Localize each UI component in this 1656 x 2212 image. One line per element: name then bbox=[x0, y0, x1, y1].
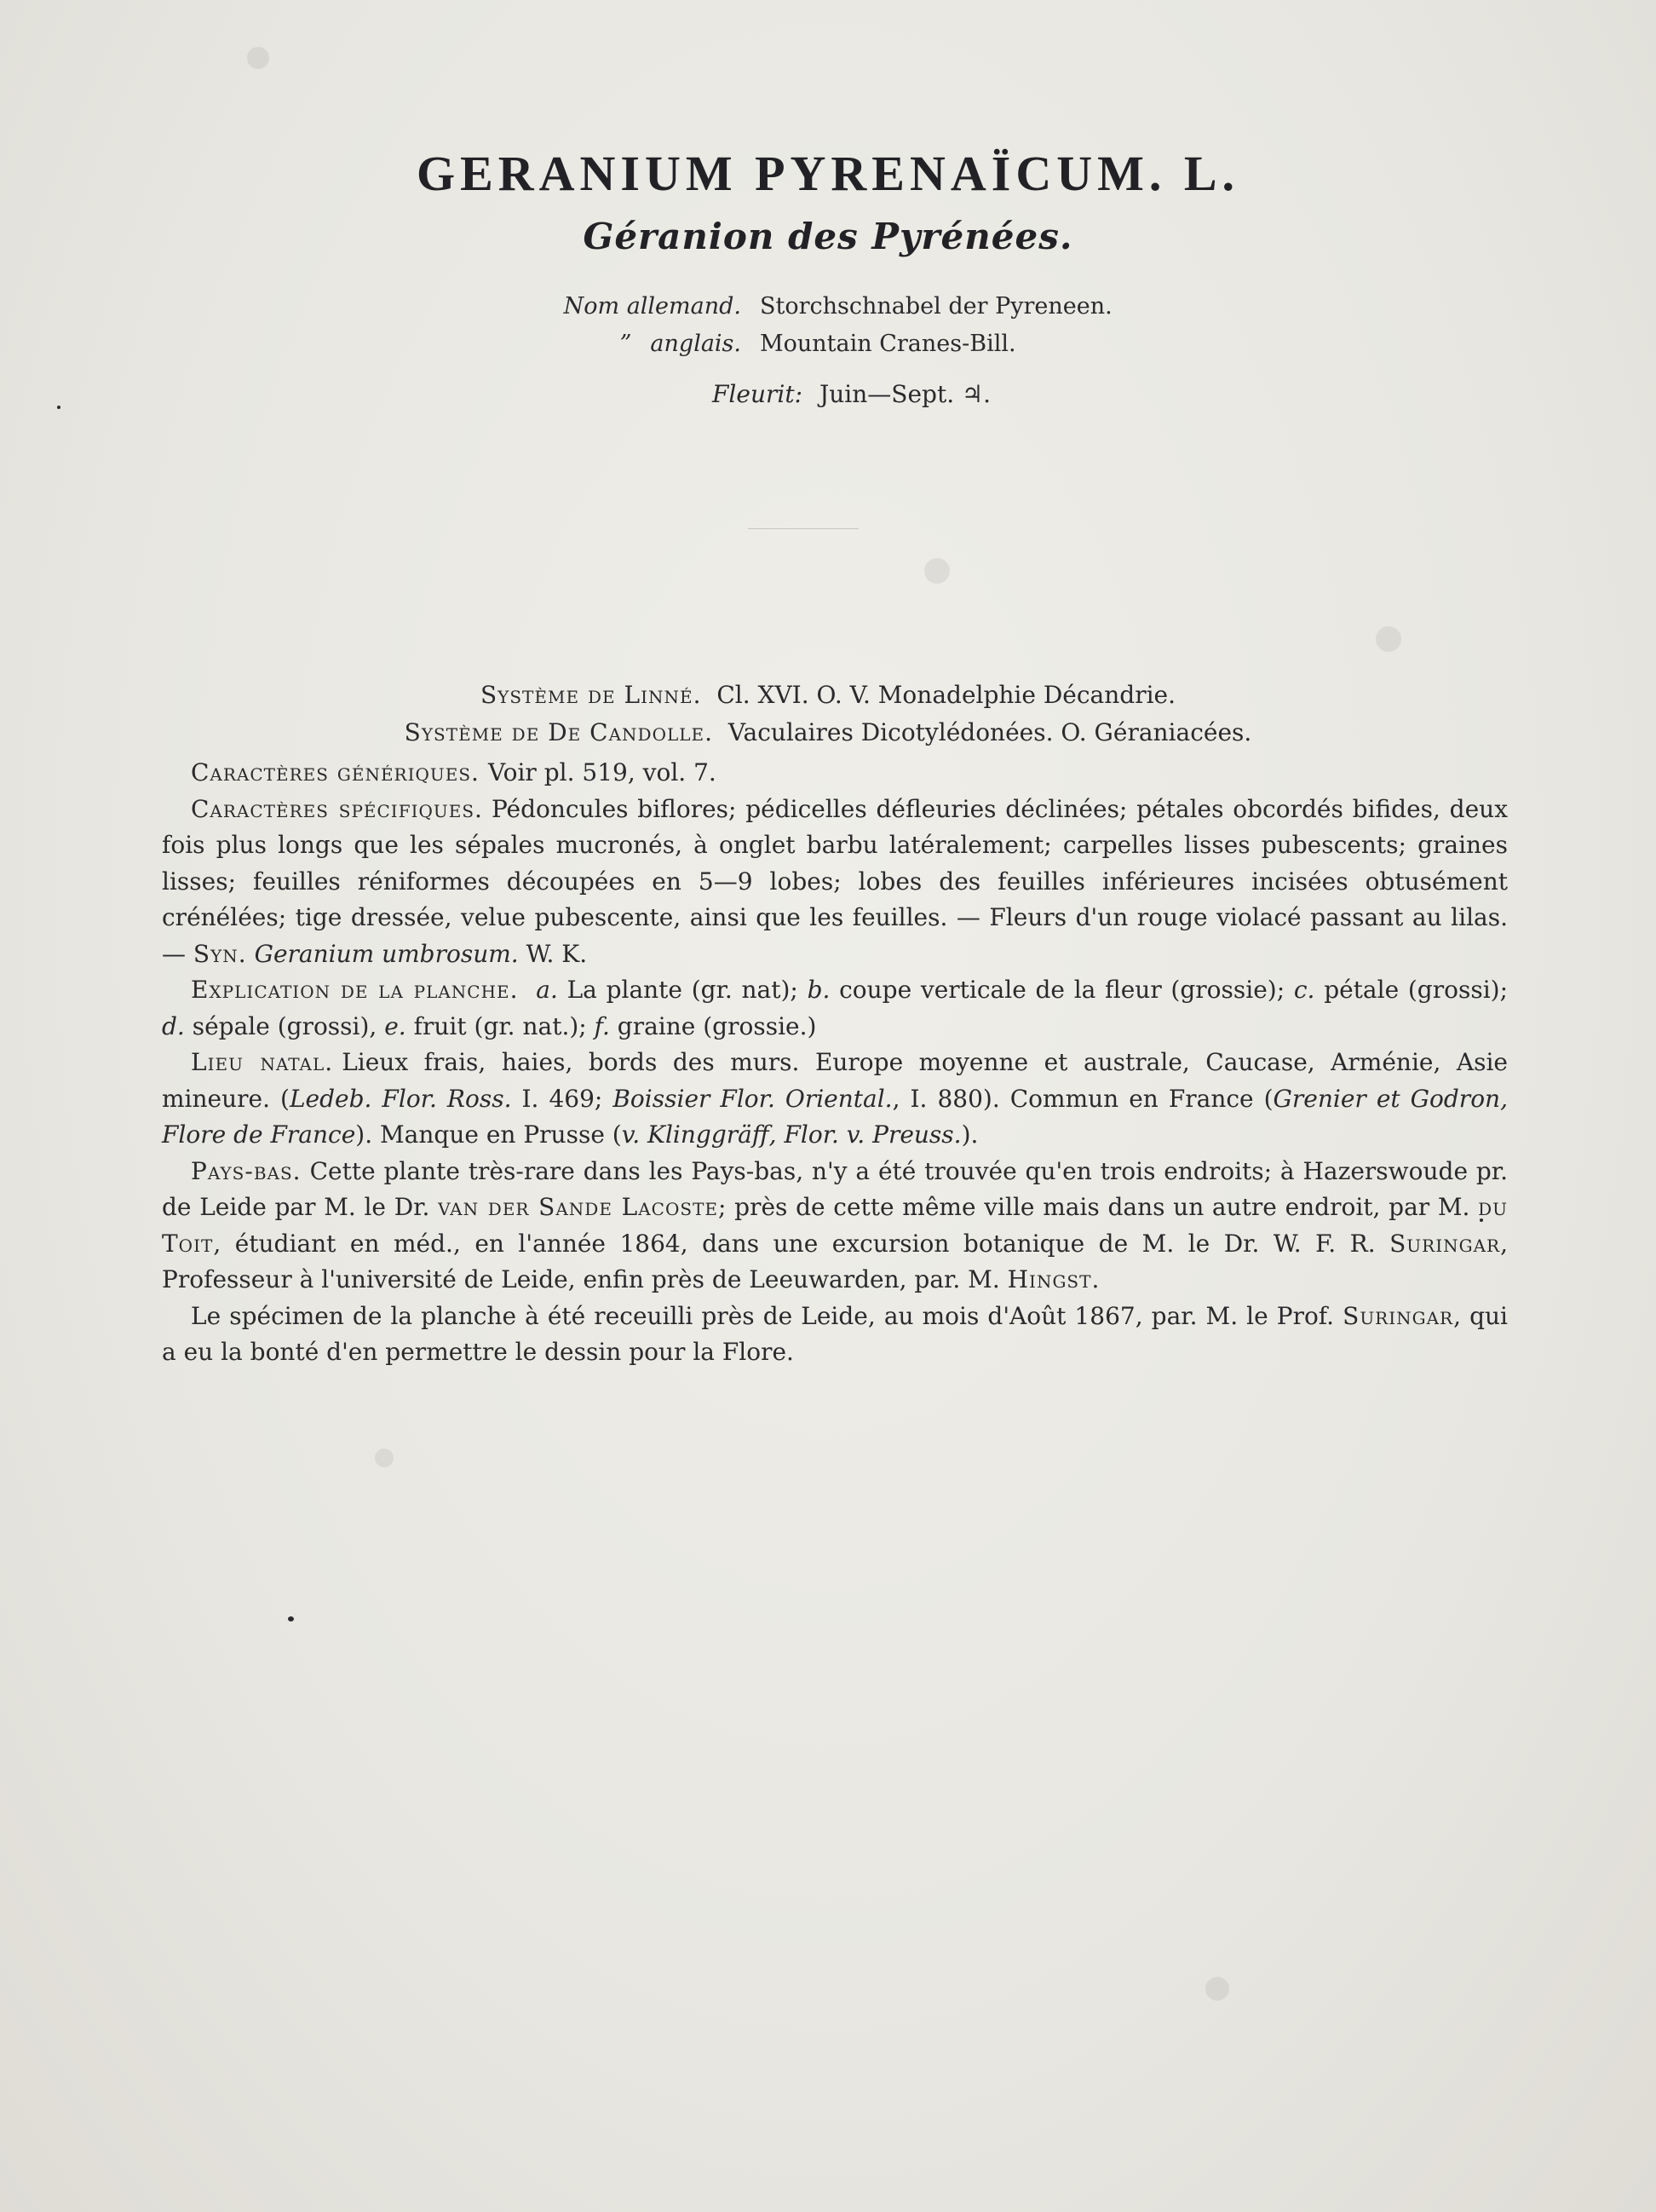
page-title: GERANIUM PYRENAÏCUM. L. bbox=[416, 146, 1240, 201]
paper-speck bbox=[1205, 1977, 1229, 2001]
specimen-text-1: Le spécimen de la planche à été receuilli près de Leide, au mois d'Août 1867, par. M. le Prof. bbox=[191, 1301, 1335, 1330]
candolle-system bbox=[0, 714, 1656, 752]
specific-label: Caractères spécifiques. bbox=[191, 794, 483, 823]
plate-text-a: La plante (gr. nat); bbox=[566, 976, 798, 1004]
netherlands-label: Pays-bas. bbox=[191, 1156, 302, 1185]
ditto-mark: ” bbox=[619, 331, 632, 357]
netherlands-name-2: du Toit bbox=[162, 1193, 1509, 1258]
plate-key-d: d. bbox=[162, 1011, 185, 1040]
specimen-text-2: , qui a eu la bonté d'en permettre le dessin pour la Flore. bbox=[162, 1301, 1508, 1366]
german-name-value: Storchschnabel der Pyreneen. bbox=[760, 293, 1113, 320]
german-name-label: Nom allemand. bbox=[563, 293, 741, 320]
candolle-value: Vaculaires Dicotylédonées. O. Géraniacées. bbox=[727, 718, 1252, 746]
ink-dot bbox=[288, 1616, 294, 1622]
divider-rule bbox=[748, 528, 859, 529]
specific-characters bbox=[162, 792, 1508, 973]
generic-characters bbox=[162, 755, 1508, 792]
generic-text: Voir pl. 519, vol. 7. bbox=[487, 758, 716, 786]
netherlands-text-2: ; près de cette même ville mais dans un autre endroit, par M. bbox=[718, 1193, 1470, 1221]
plate-key-b: b. bbox=[807, 976, 831, 1004]
specific-text: Pédoncules biflores; pédicelles défleuries déclinées; pétales obcordés bifides, deux fois plus longs que les sépales mucronés, à onglet barbu latéralement; carpelles lisses pubescents; graines lisses; feuilles réniformes découpées en 5—9 lobes; lobes des feuilles inférieures incisées obtusément crénélées; tige dressée, velue pubescente, ainsi que les feuilles. — Fleurs d'un rouge violacé passant au lilas. — bbox=[162, 794, 1509, 968]
plate-key-c: c. bbox=[1293, 976, 1315, 1004]
plate-label: Explication de la planche. bbox=[191, 976, 519, 1004]
plate-text-c: pétale (grossi); bbox=[1324, 976, 1509, 1004]
english-name-value: Mountain Cranes-Bill. bbox=[760, 331, 1016, 357]
flowering-line bbox=[0, 380, 1656, 408]
paper-speck bbox=[247, 47, 269, 69]
german-name-row bbox=[477, 288, 1113, 325]
synonym-name: Geranium umbrosum. bbox=[254, 939, 519, 968]
plate-text-f: graine (grossie.) bbox=[617, 1011, 817, 1040]
specimen-note bbox=[162, 1299, 1508, 1371]
habitat-ref-1: Ledeb. Flor. Ross. bbox=[289, 1084, 512, 1113]
habitat-text-5: ). bbox=[961, 1120, 979, 1149]
plate-explanation bbox=[162, 972, 1508, 1045]
description-body bbox=[162, 755, 1508, 1371]
english-name-label-wrap bbox=[477, 325, 760, 363]
plate-key-e: e. bbox=[384, 1011, 406, 1040]
linne-system bbox=[0, 677, 1656, 714]
specimen-name: Suringar bbox=[1343, 1301, 1454, 1330]
habitat-text-2: I. 469; bbox=[511, 1084, 613, 1113]
paper-speck bbox=[924, 558, 950, 584]
plate-text-e: fruit (gr. nat.); bbox=[413, 1011, 587, 1040]
habitat-text-4: ). Manque en Prusse ( bbox=[355, 1120, 622, 1149]
netherlands-name-1: van der Sande Lacoste bbox=[438, 1193, 719, 1221]
plate-text-d: sépale (grossi), bbox=[192, 1011, 377, 1040]
netherlands-text-4: , Professeur à l'université de Leide, enfin près de Leeuwarden, par. M. bbox=[162, 1229, 1508, 1293]
habitat-ref-4: v. Klinggräff, Flor. v. Preuss. bbox=[621, 1120, 962, 1149]
habitat-ref-3: Grenier et Godron, Flore de France bbox=[162, 1084, 1508, 1149]
flowering-value: Juin—Sept. ♃. bbox=[819, 380, 991, 408]
plate-key-a: a. bbox=[536, 976, 558, 1004]
common-names bbox=[477, 288, 1113, 363]
classification-systems bbox=[0, 677, 1656, 752]
habitat-ref-2: Boissier Flor. Oriental. bbox=[612, 1084, 893, 1113]
candolle-label: Système de De Candolle. bbox=[404, 718, 714, 746]
paper-speck bbox=[1376, 626, 1401, 652]
linne-label: Système de Linné. bbox=[480, 681, 702, 709]
paper-speck bbox=[375, 1449, 394, 1467]
flowering-label: Fleurit: bbox=[712, 380, 803, 408]
habitat-text-3: , I. 880). Commun en France ( bbox=[892, 1084, 1274, 1113]
netherlands-name-4: Hingst bbox=[1007, 1265, 1092, 1293]
habitat-label: Lieu natal. bbox=[191, 1048, 334, 1076]
synonym-author: W. K. bbox=[526, 939, 588, 968]
netherlands-occurrence bbox=[162, 1154, 1508, 1299]
netherlands-text-5: . bbox=[1091, 1265, 1100, 1293]
generic-label: Caractères génériques. bbox=[191, 758, 480, 786]
synonym-label: Syn. bbox=[193, 939, 247, 968]
netherlands-text-3: , étudiant en méd., en l'année 1864, dans une excursion botanique de M. le Dr. W. F. R. bbox=[213, 1229, 1376, 1258]
habitat bbox=[162, 1045, 1508, 1154]
page-subtitle: Géranion des Pyrénées. bbox=[583, 216, 1073, 257]
plate-text-b: coupe verticale de la fleur (grossie); bbox=[839, 976, 1285, 1004]
linne-value: Cl. XVI. O. V. Monadelphie Décandrie. bbox=[716, 681, 1176, 709]
netherlands-text-1: Cette plante très-rare dans les Pays-bas, n'y a été trouvée qu'en trois endroits; à Hazerswoude pr. de Leide par M. le Dr. bbox=[162, 1156, 1508, 1221]
english-name-row bbox=[477, 325, 1113, 363]
english-name-label: anglais. bbox=[650, 331, 741, 357]
netherlands-name-3: Suringar bbox=[1389, 1229, 1501, 1258]
plate-key-f: f. bbox=[594, 1011, 610, 1040]
habitat-text-1: Lieux frais, haies, bords des murs. Europe moyenne et australe, Caucase, Arménie, Asie mineure. ( bbox=[162, 1048, 1508, 1113]
